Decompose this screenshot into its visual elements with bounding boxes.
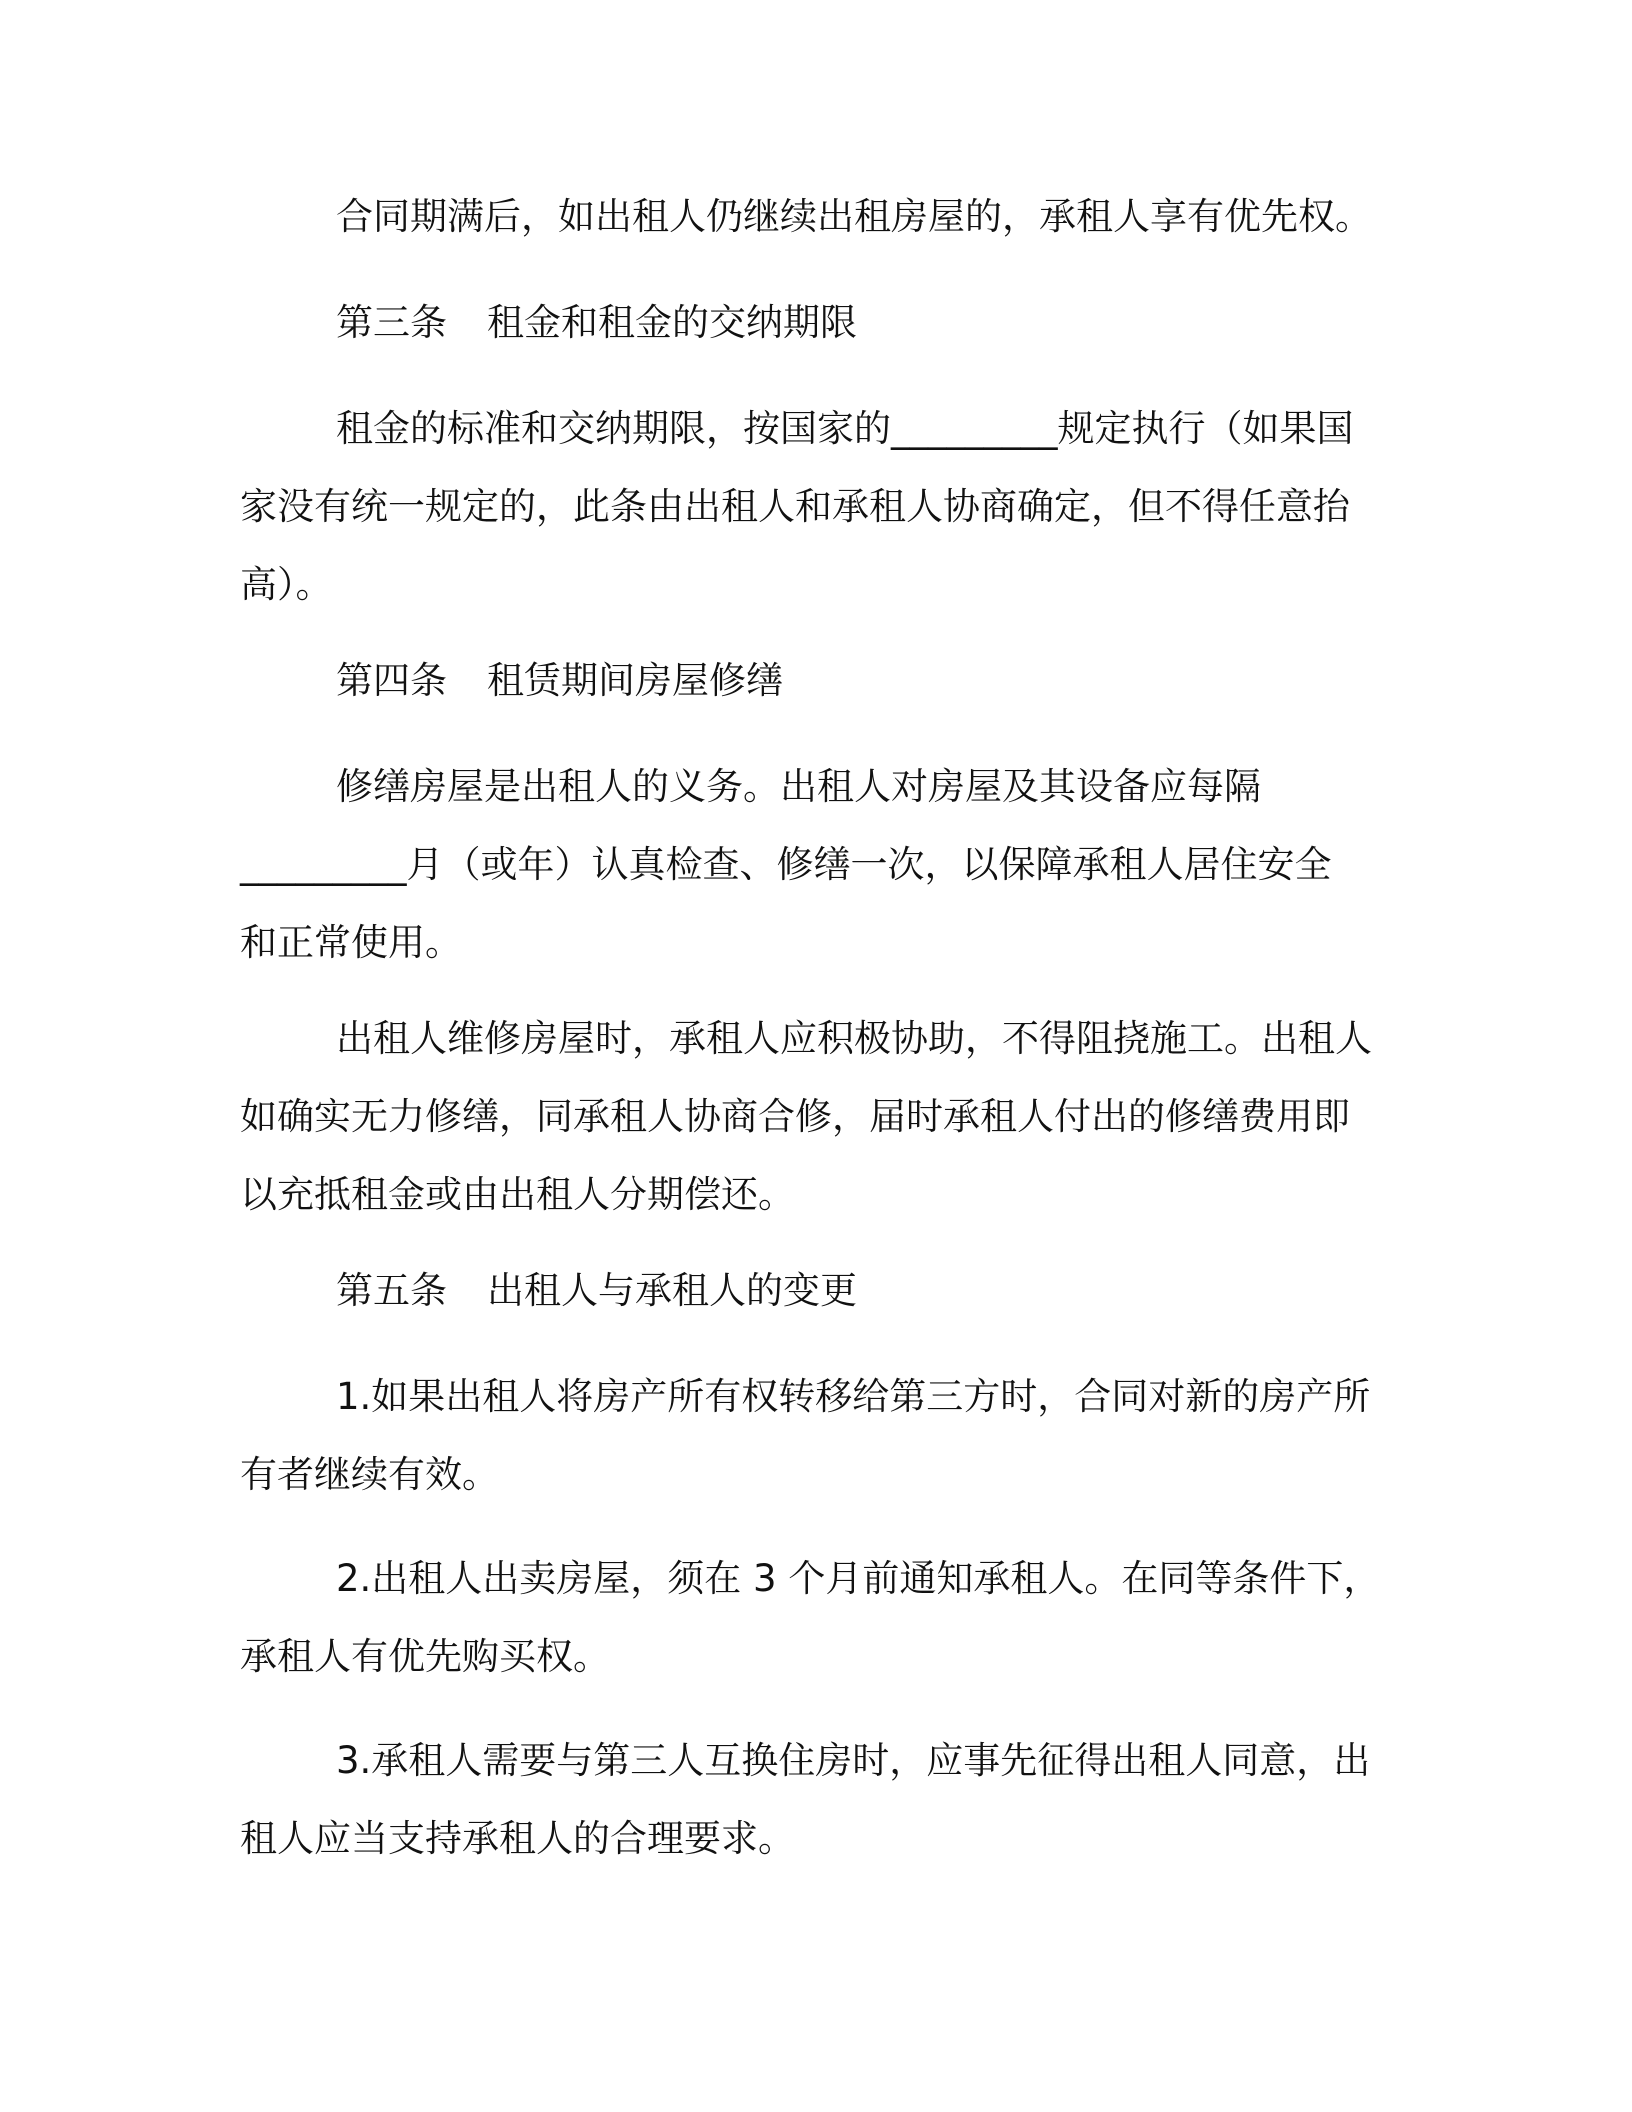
article-3-number: 第三条 (336, 301, 447, 344)
article-3-heading (336, 278, 857, 368)
clause-5-1-line-2: 有者继续有效。 (240, 1453, 499, 1496)
article-5-number: 第五条 (336, 1269, 447, 1312)
rent-standard-line-2: 家没有统一规定的，此条由出租人和承租人协商确定，但不得任意抬 (240, 485, 1350, 528)
clause-5-3-line-2: 租人应当支持承租人的合理要求。 (240, 1817, 795, 1860)
repair-cooperation-line-3: 以充抵租金或由出租人分期偿还。 (240, 1173, 795, 1216)
clause-5-2-line-1: 2.出租人出卖房屋，须在 3 个月前通知承租人。在同等条件下， (336, 1557, 1381, 1600)
article-4-title: 租赁期间房屋修缮 (487, 659, 783, 702)
repair-cooperation-line-2: 如确实无力修缮，同承租人协商合修，届时承租人付出的修缮费用即 (240, 1095, 1350, 1138)
repair-duty-line-2: _________月（或年）认真检查、修缮一次，以保障承租人居住安全 (240, 843, 1332, 886)
repair-duty-line-3: 和正常使用。 (240, 921, 462, 964)
clause-5-1-line-1: 1.如果出租人将房产所有权转移给第三方时，合同对新的房产所 (336, 1375, 1371, 1418)
clause-5-2-line-2: 承租人有优先购买权。 (240, 1635, 610, 1678)
article-5-heading (336, 1246, 857, 1336)
article-4-number: 第四条 (336, 659, 447, 702)
article-5-title: 出租人与承租人的变更 (487, 1269, 857, 1312)
rent-standard-line-3: 高）。 (240, 563, 333, 606)
repair-cooperation-line-1: 出租人维修房屋时，承租人应积极协助，不得阻挠施工。出租人 (336, 1017, 1372, 1060)
repair-duty-line-1: 修缮房屋是出租人的义务。出租人对房屋及其设备应每隔 (336, 765, 1261, 808)
rent-standard-line-1: 租金的标准和交纳期限，按国家的_________规定执行（如果国 (336, 407, 1354, 450)
article-4-heading (336, 636, 783, 726)
paragraph-lease-expiry: 合同期满后，如出租人仍继续出租房屋的，承租人享有优先权。 (336, 195, 1372, 238)
clause-5-3-line-1: 3.承租人需要与第三人互换住房时，应事先征得出租人同意，出 (336, 1739, 1371, 1782)
article-3-title: 租金和租金的交纳期限 (487, 301, 857, 344)
